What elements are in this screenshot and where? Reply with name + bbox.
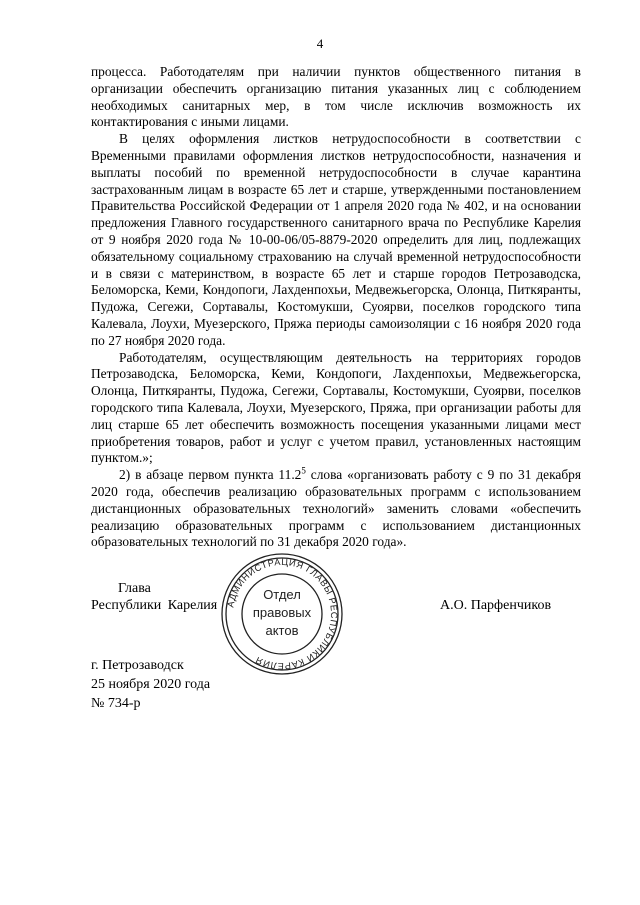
page-number: 4: [316, 36, 324, 51]
stamp-ring-text: АДМИНИСТРАЦИЯ ГЛАВЫ РЕСПУБЛИКИ КАРЕЛИЯ: [225, 556, 340, 672]
signature-name: А.О. Парфенчиков: [440, 598, 552, 613]
paragraph-2: В целях оформления листков нетрудоспособности в соответствии с Временными правилами оформления листков нетрудоспособности, назначения и выплаты пособий по временной нетрудоспособности в случае карантина застрахованным лицам в возрасте 65 лет и старше, утвержденными постановлением Правительства Российской Федерации от 1 апреля 2020 года № 402, и на основании предложения Главного государственного санитарного врача по Республике Карелия от 9 ноября 2020 года № 10-00-06/05-8879-2020 определить для лиц, подлежащих обязательному социальному страхованию на случай временной нетрудоспособности и в связи с материнством, в возрасте 65 лет и старше городов Петрозаводска, Беломорска, Кеми, Кондопоги, Лахденпохьи, Медвежьегорска, Олонца, Питкяранты, Пудожа, Сегежи, Сортавалы, Костомукши, Суоярви, поселков городского типа Калевала, Лоухи, Муезерского, Пряжа периоды самоизоляции с 16 ноября 2020 года по 27 ноября 2020 года.: [91, 131, 581, 348]
stamp-line-2: правовых: [252, 605, 312, 620]
paragraph-3: Работодателям, осуществляющим деятельность на территориях городов Петрозаводска, Беломорска, Кеми, Кондопоги, Лахденпохьи, Медвежьегорска, Олонца, Питкяранты, Пудожа, Сегежи, Сортавалы, Костомукши, Суоярви, поселков городского типа Калевала, Лоухи, Муезерского, Пряжа, при организации работы для лиц старше 65 лет обеспечить возможность посещения указанными лицами мест приобретения товаров, работ и услуг с учетом правил, установленных настоящим пунктом.»;: [91, 349, 581, 466]
document-body: [91, 64, 581, 551]
footer-city: г. Петрозаводск: [91, 658, 184, 673]
stamp-line-1: Отдел: [263, 587, 301, 602]
paragraph-4: [91, 467, 581, 551]
signature-region: Республики Карелия: [91, 598, 218, 613]
signature-title: Глава: [118, 581, 151, 596]
paragraph-4-lead: 2) в абзаце первом пункта 11.2: [119, 467, 302, 483]
footer-number: № 734-р: [91, 696, 141, 711]
stamp-line-3: актов: [265, 623, 299, 638]
footer-date: 25 ноября 2020 года: [91, 677, 211, 692]
paragraph-1: процесса. Работодателям при наличии пунктов общественного питания в организации обеспечить организацию питания указанных лиц с соблюдением необходимых санитарных мер, в том числе исключив возможность их контактирования с иными лицами.: [91, 64, 581, 130]
paragraph-4-rest: слова «организовать работу с 9 по 31 декабря 2020 года, обеспечив реализацию образовательных программ с использованием дистанционных образовательных технологий» заменить словами «обеспечить реализацию образовательных программ с использованием дистанционных образовательных технологий по 31 декабря 2020 года».: [91, 467, 581, 550]
official-stamp: [217, 549, 347, 679]
paragraph-4-superscript: 5: [301, 465, 306, 476]
